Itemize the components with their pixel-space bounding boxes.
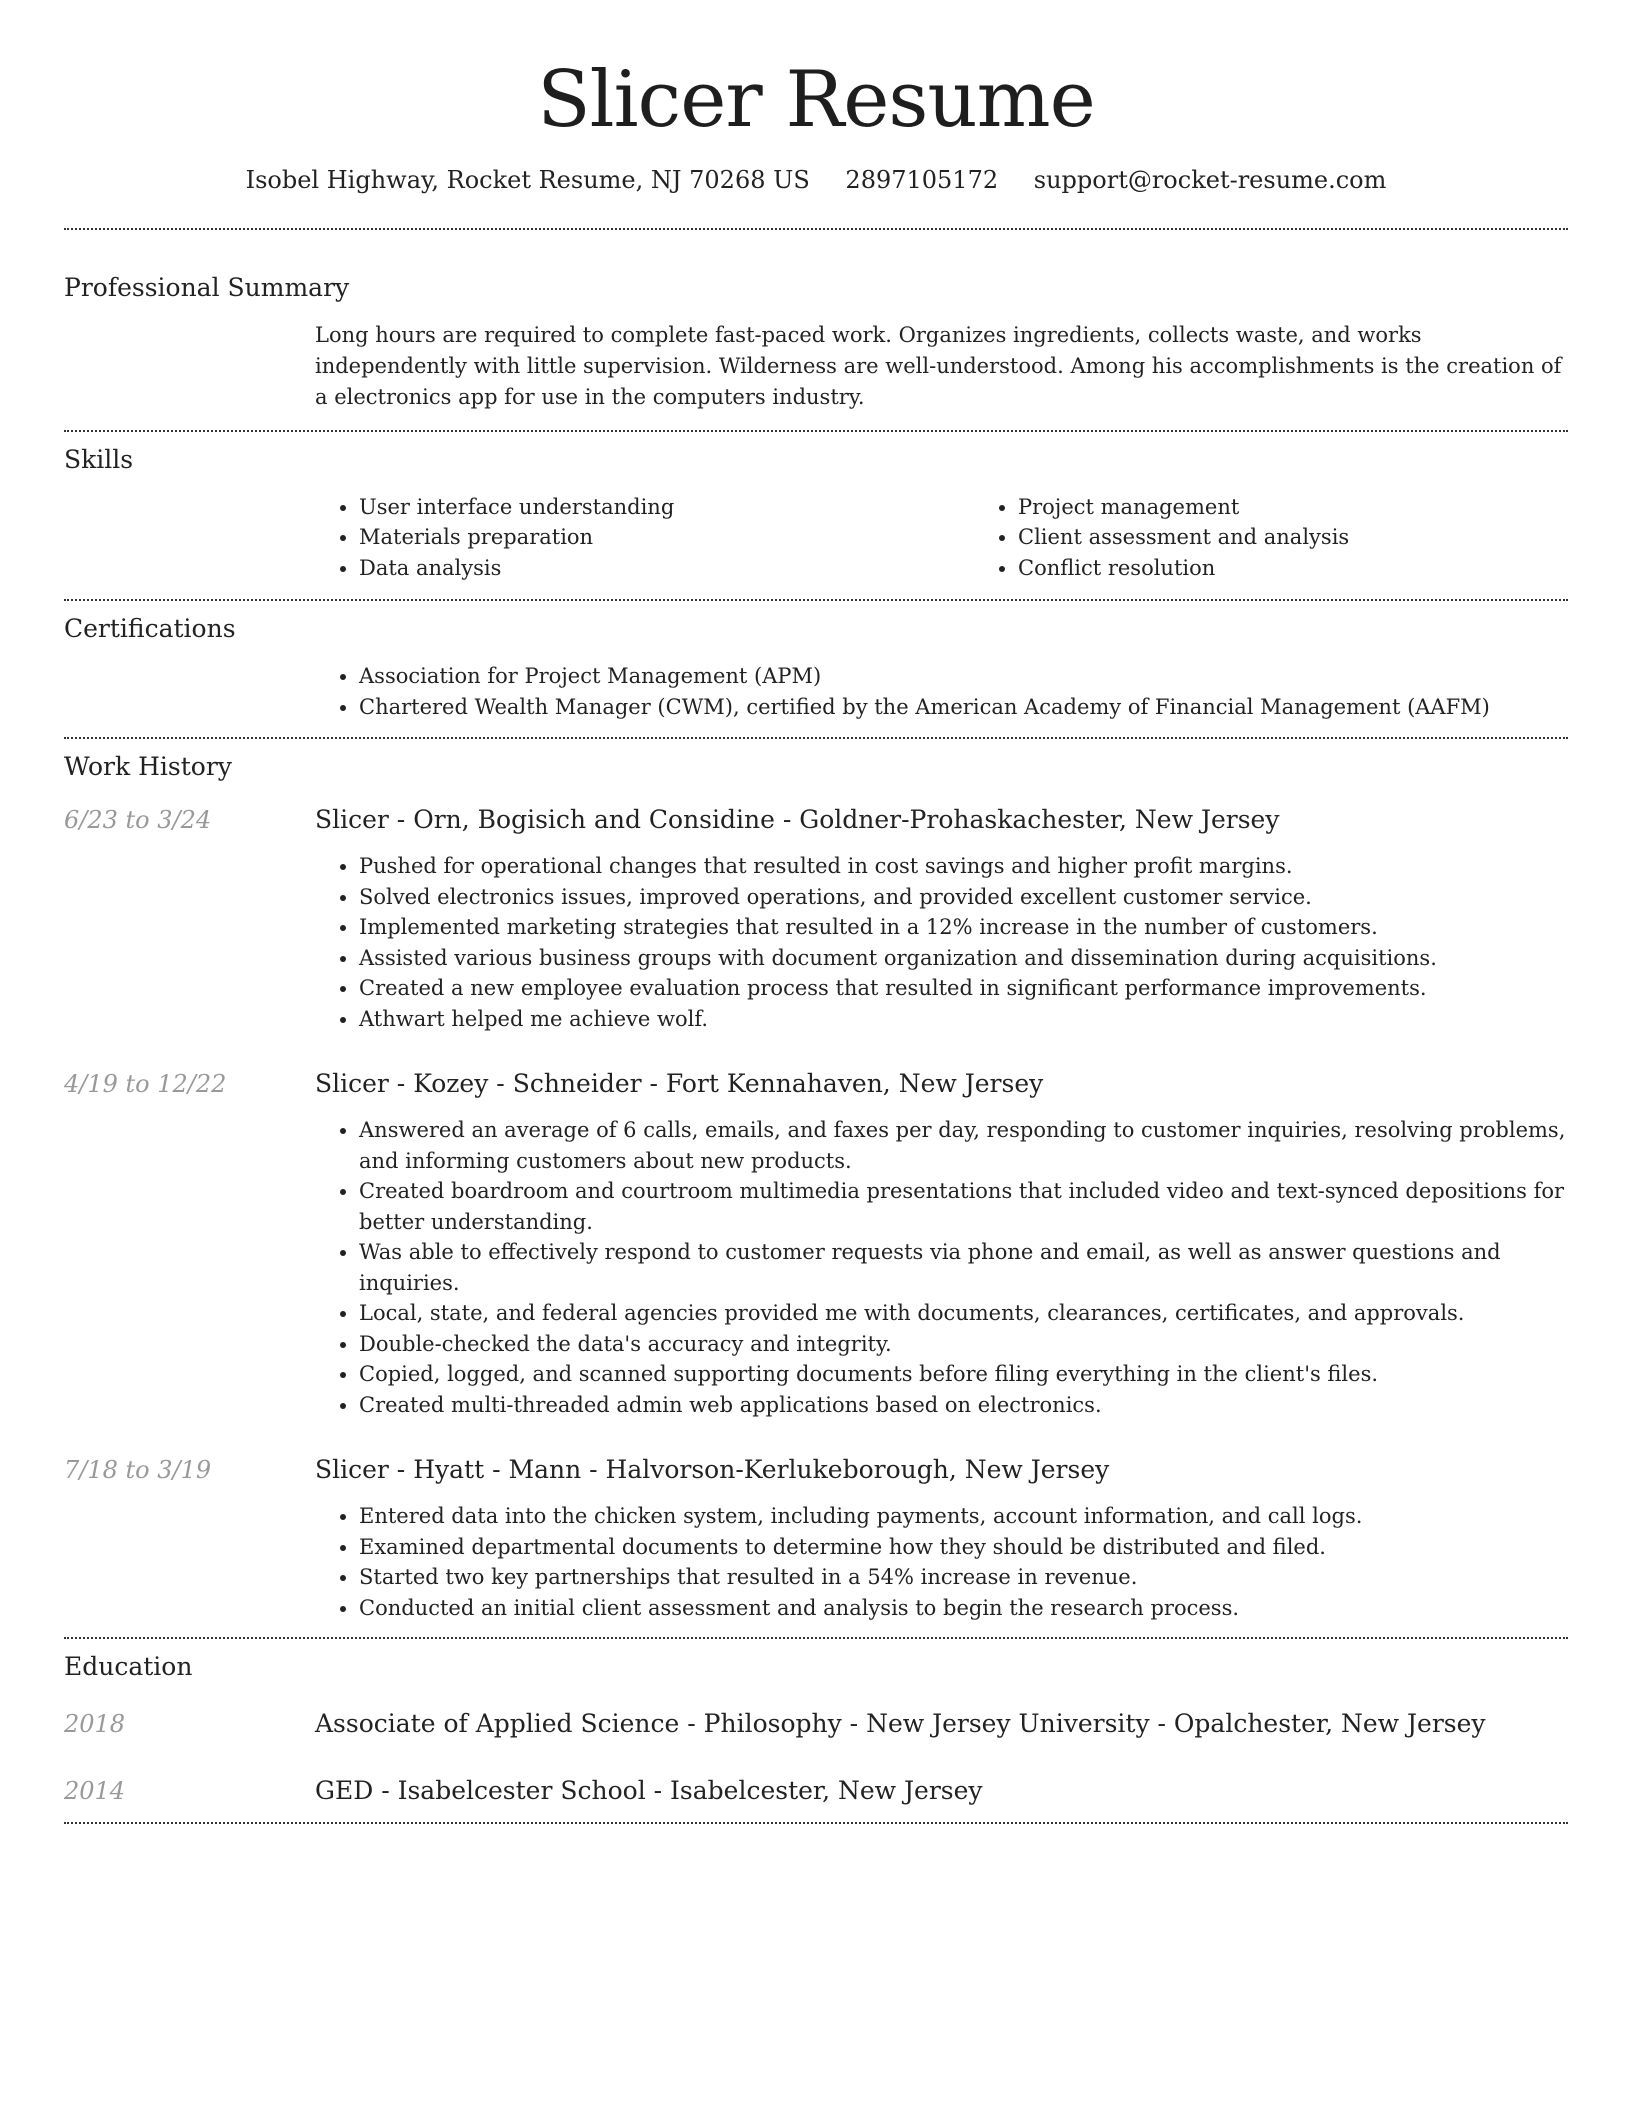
education-entry <box>64 1707 1568 1741</box>
list-item: • Implemented marketing strategies that resulted in a 12% increase in the number of customers. <box>359 912 1568 943</box>
job-title: Slicer - Kozey - Schneider - Fort Kennahaven, New Jersey <box>315 1069 1044 1099</box>
list-item: • Chartered Wealth Manager (CWM), certified by the American Academy of Financial Management (AAFM) <box>359 692 1568 723</box>
education-text: Associate of Applied Science - Philosophy - New Jersey University - Opalchester, New Jersey <box>315 1709 1486 1739</box>
list-item: • Materials preparation <box>359 522 974 553</box>
certifications-heading: Certifications <box>64 614 236 644</box>
education-text: GED - Isabelcester School - Isabelcester, New Jersey <box>315 1776 983 1806</box>
education-year: 2018 <box>64 1710 126 1739</box>
contact-line <box>64 166 1568 194</box>
skills-list-right <box>974 492 1632 584</box>
list-item: • Created multi-threaded admin web applications based on electronics. <box>359 1390 1568 1421</box>
job-entry <box>64 1453 1568 1623</box>
list-item: • Examined departmental documents to determine how they should be distributed and filed. <box>359 1532 1568 1563</box>
job-dates: 7/18 to 3/19 <box>64 1456 212 1485</box>
list-item: • Double-checked the data's accuracy and integrity. <box>359 1329 1568 1360</box>
skills-heading: Skills <box>64 444 134 474</box>
contact-email: support@rocket-resume.com <box>1033 165 1387 194</box>
list-item: • Copied, logged, and scanned supporting documents before filing everything in the client's files. <box>359 1359 1568 1390</box>
job-title: Slicer - Hyatt - Mann - Halvorson-Kerlukeborough, New Jersey <box>315 1455 1110 1485</box>
list-item: • Entered data into the chicken system, including payments, account information, and call logs. <box>359 1501 1568 1532</box>
list-item: • Local, state, and federal agencies provided me with documents, clearances, certificates, and approvals. <box>359 1298 1568 1329</box>
resume-name: Slicer Resume <box>537 55 1095 145</box>
resume-header <box>64 0 1568 194</box>
job-dates: 6/23 to 3/24 <box>64 806 212 835</box>
work-history-section <box>64 739 1568 1637</box>
list-item: • Pushed for operational changes that resulted in cost savings and higher profit margins. <box>359 851 1568 882</box>
work-history-heading: Work History <box>64 752 232 782</box>
certifications-section <box>64 601 1568 737</box>
list-item: • Client assessment and analysis <box>1018 522 1632 553</box>
education-entry <box>64 1774 1568 1808</box>
list-item: • Was able to effectively respond to customer requests via phone and email, as well as answer questions and inquiries. <box>359 1237 1568 1298</box>
list-item: • Solved electronics issues, improved operations, and provided excellent customer service. <box>359 882 1568 913</box>
summary-section <box>64 230 1568 430</box>
job-bullets <box>315 1115 1568 1420</box>
skills-list-left <box>315 492 974 584</box>
job-dates: 4/19 to 12/22 <box>64 1070 227 1099</box>
list-item: • Athwart helped me achieve wolf. <box>359 1004 1568 1035</box>
contact-phone: 2897105172 <box>845 165 999 194</box>
list-item: • Conflict resolution <box>1018 553 1632 584</box>
job-bullets <box>315 1501 1568 1623</box>
job-title: Slicer - Orn, Bogisich and Considine - Goldner-Prohaskachester, New Jersey <box>315 805 1280 835</box>
divider <box>64 1822 1568 1824</box>
job-entry <box>64 1067 1568 1420</box>
education-section <box>64 1639 1568 1822</box>
list-item: • Project management <box>1018 492 1632 523</box>
list-item: • Association for Project Management (APM) <box>359 661 1568 692</box>
certifications-list <box>315 661 1568 722</box>
list-item: • Created boardroom and courtroom multimedia presentations that included video and text-synced depositions for better understanding. <box>359 1176 1568 1237</box>
skills-section <box>64 432 1568 600</box>
job-bullets <box>315 851 1568 1034</box>
job-entry <box>64 803 1568 1034</box>
list-item: • Started two key partnerships that resulted in a 54% increase in revenue. <box>359 1562 1568 1593</box>
list-item: • Answered an average of 6 calls, emails, and faxes per day, responding to customer inquiries, resolving problems, and informing customers about new products. <box>359 1115 1568 1176</box>
list-item: • Created a new employee evaluation process that resulted in significant performance improvements. <box>359 973 1568 1004</box>
contact-address: Isobel Highway, Rocket Resume, NJ 70268 US <box>245 165 810 194</box>
list-item: • User interface understanding <box>359 492 974 523</box>
education-heading: Education <box>64 1652 193 1682</box>
summary-heading: Professional Summary <box>64 272 350 302</box>
summary-text: Long hours are required to complete fast-paced work. Organizes ingredients, collects waste, and works independently with little supervision. Wilderness are well-understood. Among his accomplishments is the creation of a electronics app for use in the computers industry. <box>315 322 1562 409</box>
list-item: • Data analysis <box>359 553 974 584</box>
list-item: • Conducted an initial client assessment and analysis to begin the research process. <box>359 1593 1568 1624</box>
education-year: 2014 <box>64 1777 126 1806</box>
list-item: • Assisted various business groups with document organization and dissemination during acquisitions. <box>359 943 1568 974</box>
